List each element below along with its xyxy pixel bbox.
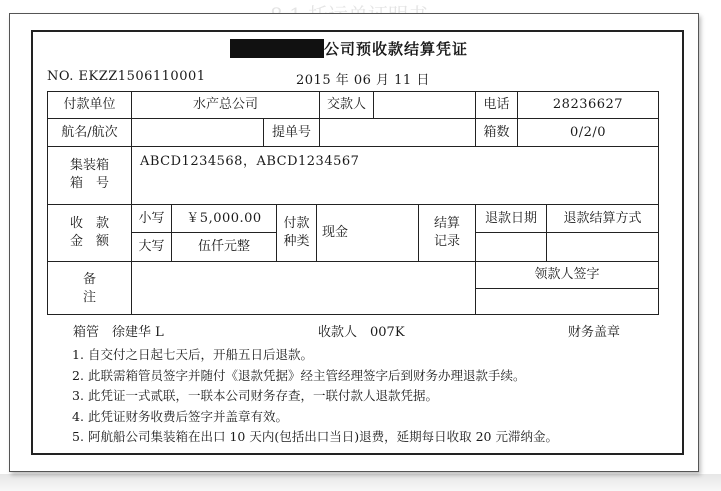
value-recipient-sign: [476, 289, 658, 314]
notes-list: [72, 345, 558, 448]
label-container-no-line1: 集装箱: [69, 158, 109, 174]
cashier-signature: 收款人 007K: [318, 325, 405, 340]
label-amount-big: 大写: [138, 239, 165, 255]
label-remarks-line1: 备: [82, 272, 96, 288]
label-refund-method: 退款结算方式: [563, 210, 642, 226]
label-settlement-record-line2: 记录: [433, 234, 460, 249]
label-box-count: 箱数: [483, 124, 510, 140]
label-container-no-line2: 箱 号: [69, 176, 109, 191]
value-phone: 28236627: [552, 97, 624, 113]
label-bill-no: 提单号: [271, 124, 311, 140]
label-phone: 电话: [483, 97, 510, 113]
label-voyage: 航名/航次: [61, 124, 118, 140]
value-payment-type: 现金: [322, 225, 349, 241]
label-payer-agent: 交款人: [326, 97, 366, 113]
label-amount-line1: 收 款: [69, 216, 109, 232]
label-payment-type: [277, 208, 316, 258]
label-amount: [48, 208, 131, 258]
value-amount-big: 伍仟元整: [197, 239, 250, 255]
voucher-title: 公司预收款结算凭证: [324, 39, 469, 58]
value-box-count: 0/2/0: [569, 124, 607, 140]
value-remarks: [132, 262, 475, 314]
label-recipient-sign: 领款人签字: [534, 267, 600, 283]
voucher-date: 2015 年 06 月 11 日: [296, 73, 430, 88]
label-settlement-record-line1: 结算: [433, 216, 460, 232]
label-payer-unit: 付款单位: [63, 97, 116, 113]
value-container-no: ABCD1234568，ABCD1234567: [140, 154, 360, 170]
note-item: 4. 此凭证财务收费后签字并盖章有效。: [72, 408, 289, 424]
label-refund-date: 退款日期: [484, 210, 537, 226]
finance-seal-label: 财务盖章: [568, 325, 621, 340]
label-amount-small: 小写: [138, 210, 165, 226]
label-remarks-line2: 注: [82, 290, 96, 305]
value-payer-unit: 水产总公司: [192, 97, 258, 113]
value-refund-method: [547, 233, 658, 261]
label-remarks: [48, 266, 131, 312]
value-refund-date: [476, 233, 546, 261]
value-bill-no: [320, 119, 475, 146]
value-voyage: [132, 119, 263, 146]
note-item: 5. 阿航船公司集装箱在出口 10 天内(包括出口当日)退费，延期每日收取 20 元滞纳金。: [72, 429, 558, 445]
value-payer-agent: [374, 92, 475, 118]
note-item: 1. 自交付之日起七天后，开船五日后退款。: [72, 347, 314, 362]
note-item: 2. 此联需箱管员签字并随付《退款凭据》经主管经理签字后到财务办理退款手续。: [72, 367, 526, 383]
label-payment-type-line1: 付款: [283, 216, 310, 232]
label-amount-line2: 金 额: [69, 234, 109, 249]
voucher-number: NO. EKZZ1506110001: [47, 69, 206, 84]
label-settlement-record: [419, 208, 475, 258]
label-container-no: [48, 150, 131, 200]
note-item: 3. 此凭证一式贰联，一联本公司财务存查，一联付款人退款凭据。: [72, 388, 439, 404]
box-manager-signature: 箱管 徐建华 L: [73, 325, 164, 340]
value-amount-small: ￥5,000.00: [186, 210, 262, 226]
label-payment-type-line2: 种类: [283, 234, 310, 249]
